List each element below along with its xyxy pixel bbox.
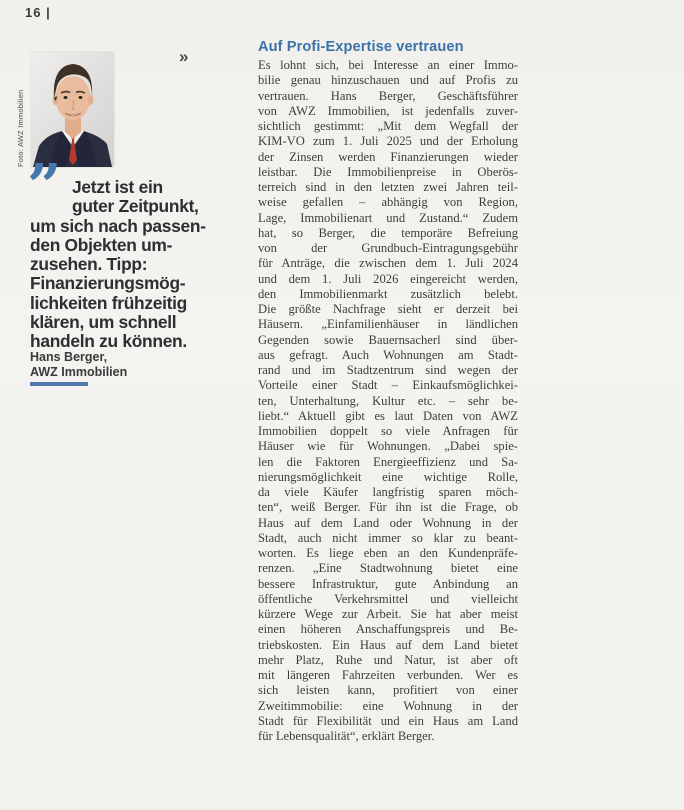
article-line: von der Grundbuch-Eintragungsgebühr [258, 241, 518, 255]
article-line: liebt.“ Aktuell gibt es laut Daten von AWZ [258, 408, 518, 423]
article-line: Zweitimmobilie: eine Wohnung in der [258, 698, 518, 713]
article-line: Es lohnt sich, bei Interesse an einer Immo- [258, 58, 518, 72]
article-line: einen höheren Anschaffungspreis und Be- [258, 622, 518, 637]
article-body [258, 58, 518, 744]
article-line: ten“, weiß Berger. Für ihn ist die Frage, ob [258, 500, 518, 515]
article-line: sichtlich gestimmt: „Mit dem Wegfall der [258, 119, 518, 133]
pullquote-line: klären, um schnell [30, 312, 177, 333]
article-line: KIM-VO zum 1. Juli 2025 und der Erholung [258, 134, 518, 149]
article-line: mit längeren Fahrzeiten verbunden. Wer es [258, 668, 518, 682]
article-line: bilie genau hinzuschauen und auf Profis zu [258, 73, 518, 88]
accent-rule-divider [30, 382, 88, 386]
article-line: Haus auf dem Land oder Wohnung in der [258, 515, 518, 530]
article-line: Häusern. „Einfamilienhäuser in ländlichen [258, 317, 518, 332]
article-column [258, 40, 518, 744]
pullquote-attribution-org: AWZ Immobilien [30, 364, 128, 379]
article-line: hat, so Berger, die temporäre Befreiung [258, 225, 518, 240]
article-line: vertrauen. Hans Berger, Geschäftsführer [258, 88, 518, 103]
article-line: leistbar. Die Immobilienpreise in Oberös- [258, 164, 518, 179]
pullquote-line: Jetzt ist ein [72, 177, 163, 197]
pullquote-attribution [30, 350, 127, 379]
pullquote-text [30, 178, 246, 352]
pullquote-line: zusehen. Tipp: [30, 254, 148, 275]
article-line: ten, Unterhaltung, Kultur etc. – sehr be- [258, 393, 518, 408]
article-line: mehr Platz, Ruhe und Natur, ist aber oft [258, 652, 518, 667]
article-line: Stadt für Flexibilität und ein Haus am Land [258, 713, 518, 728]
pullquote-line: lichkeiten frühzeitig [30, 292, 188, 313]
pullquote-attribution-name: Hans Berger, [30, 350, 108, 364]
article-line: sich leisten kann, profitiert von einer [258, 683, 518, 698]
article-line: Gegenden sowie Bauernsacherl sind über- [258, 332, 518, 347]
article-line: den Immobilienmarkt zusätzlich belebt. [258, 286, 518, 301]
portrait-illustration [31, 52, 114, 167]
article-line: renzen. „Eine Stadtwohnung bietet eine [258, 561, 518, 576]
article-line: triebskosten. Ein Haus auf dem Land bietet [258, 637, 518, 652]
article-line: Stadt, auch nicht immer so klar zu beant- [258, 530, 518, 545]
article-line: von AWZ Immobilien, ist jedenfalls zuver- [258, 103, 518, 118]
article-line: für Anträge, die zwischen dem 1. Juli 2024 [258, 256, 518, 271]
article-line: Die größte Nachfrage sieht er derzeit bei [258, 302, 518, 316]
article-line: weise gefallen – abhängig von Region, [258, 195, 518, 210]
article-line: rand und im Stadtzentrum sind wegen der [258, 363, 518, 377]
portrait-photo [31, 52, 114, 167]
pullquote-line: um sich nach passen- [30, 215, 206, 236]
article-line: bessere Infrastruktur, gute Anbindung an [258, 576, 518, 591]
article-line: worten. Es liege eben an den Kundenpräfe- [258, 546, 518, 560]
double-chevron-icon: » [179, 47, 189, 66]
article-line: Häuser wie für Wohnungen. „Dabei spie- [258, 439, 518, 454]
article-line: nierungsmöglichkeit eine wichtige Rolle, [258, 469, 518, 484]
article-line: öffentliche Verkehrsmittel und vielleicht [258, 591, 518, 606]
pullquote-line: den Objekten um- [30, 234, 173, 255]
article-line: Lage, Immobilienart und Zustand.“ Zudem [258, 210, 518, 225]
article-title: Auf Profi-Expertise vertrauen [258, 39, 464, 55]
article-line: kürzere Wege zur Arbeit. Sie hat aber meist [258, 607, 518, 621]
article-line: terreich sind in den letzten zwei Jahren teil- [258, 180, 518, 194]
article-line: aus gefragt. Auch Wohnungen am Stadt- [258, 347, 518, 362]
article-line: für Lebensqualität“, erklärt Berger. [258, 729, 435, 743]
article-line: da viele Käufer langfristig sparen möch- [258, 485, 518, 499]
photo-credit: Foto: AWZ Immobilien [16, 89, 25, 167]
article-line: Immobilien doppelt so viele Anfragen für [258, 424, 518, 438]
pullquote-line: Finanzierungsmög- [30, 273, 186, 294]
quote-icon: ” [27, 152, 62, 222]
page-number: 16 | [25, 5, 51, 20]
article-line: der Zinsen werden Finanzierungen wieder [258, 149, 518, 164]
article-line: und dem 1. Juli 2026 eingereicht werden, [258, 271, 518, 286]
pullquote-line: handeln zu können. [30, 331, 187, 352]
pullquote-line: guter Zeitpunkt, [72, 196, 199, 217]
article-line: len die Faktoren Energieeffizienz und Sa- [258, 454, 518, 469]
article-line: Vorteile einer Stadt – Einkaufsmöglichkei- [258, 378, 518, 393]
